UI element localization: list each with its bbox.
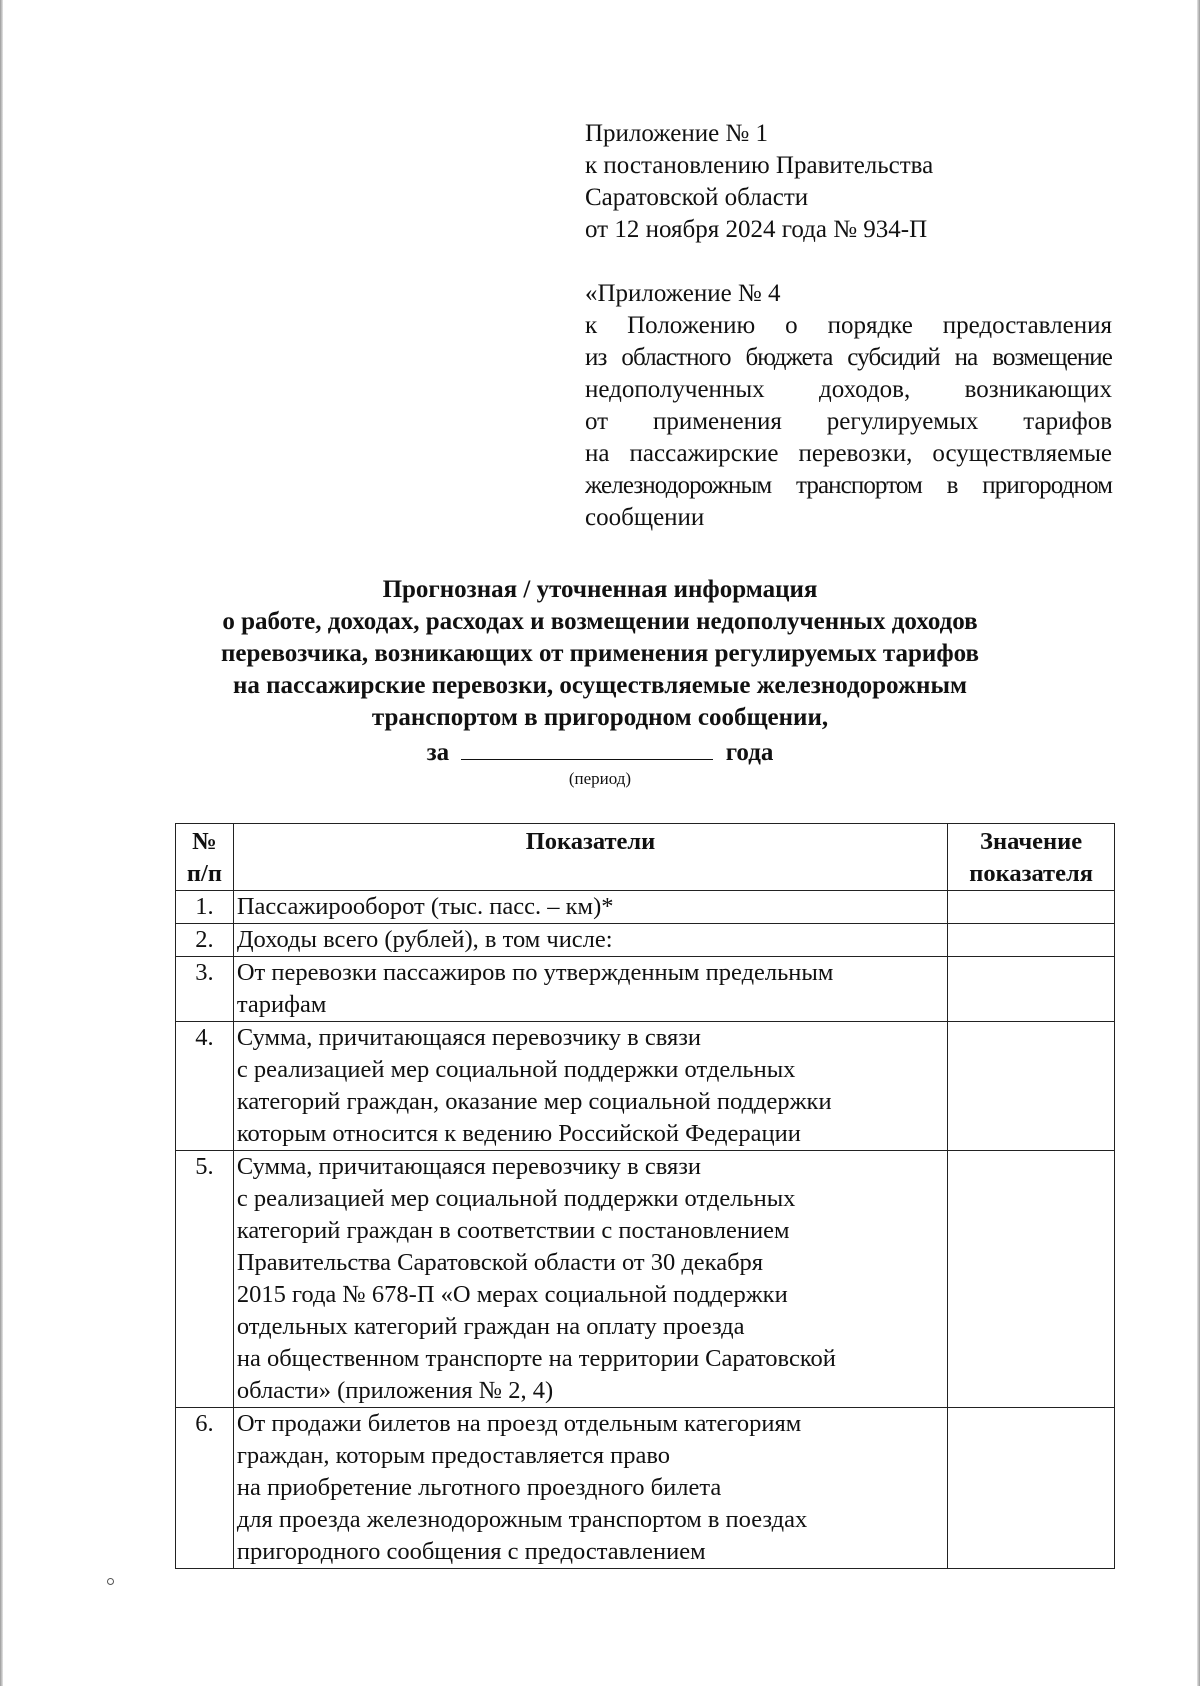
row-indicator-line: граждан, которым предоставляется право (236, 1442, 670, 1469)
title-line: о работе, доходах, расходах и возмещении недополученных доходов (222, 608, 978, 635)
row-indicator (233, 957, 947, 1022)
header-value (948, 824, 1115, 891)
attachment-line: от 12 ноября 2024 года № 934-П (585, 216, 928, 243)
period-caption: (период) (568, 769, 632, 788)
row-number: 3. (176, 957, 234, 1022)
row-indicator (233, 1022, 947, 1151)
header-number-line: № (192, 828, 217, 855)
regulation-attachment-heading: «Приложение № 4 (585, 280, 781, 307)
regulation-attachment (585, 278, 1112, 534)
row-value-cell[interactable] (948, 1408, 1115, 1569)
table-body (176, 891, 1115, 1569)
header-number (176, 824, 234, 891)
table-row (176, 891, 1115, 924)
period-suffix: года (725, 739, 774, 766)
row-number: 6. (176, 1408, 234, 1569)
table-row (176, 1408, 1115, 1569)
period-line (150, 737, 1050, 769)
regulation-attachment-line: из областного бюджета субсидий на возмещение (585, 344, 1112, 371)
row-indicator-line: тарифам (236, 991, 327, 1018)
row-indicator (233, 924, 947, 957)
header-value-line: Значение (980, 828, 1083, 855)
row-number: 4. (176, 1022, 234, 1151)
row-indicator (233, 1151, 947, 1408)
row-indicator-line: Доходы всего (рублей), в том числе: (236, 926, 613, 953)
period-blank-field[interactable] (461, 737, 713, 760)
attachment-line: Приложение № 1 (585, 120, 769, 147)
table-header-row (176, 824, 1115, 891)
indicators-table (175, 823, 1115, 1569)
title-line: Прогнозная / уточненная информация (382, 576, 818, 603)
row-number: 5. (176, 1151, 234, 1408)
regulation-attachment-line: от применения регулируемых тарифов (585, 408, 1112, 435)
table-row (176, 924, 1115, 957)
table-row (176, 1022, 1115, 1151)
regulation-attachment-line: к Положению о порядке предоставления (585, 312, 1112, 339)
row-indicator-line: Правительства Саратовской области от 30 декабря (236, 1249, 764, 1276)
row-indicator-line: области» (приложения № 2, 4) (236, 1377, 554, 1404)
attachment-line: Саратовской области (585, 184, 809, 211)
row-indicator-line: на приобретение льготного проездного билета (236, 1474, 722, 1501)
regulation-attachment-line: на пассажирские перевозки, осуществляемые (585, 440, 1112, 467)
header-number-line: п/п (186, 860, 222, 887)
row-number: 1. (176, 891, 234, 924)
row-indicator-line: для проезда железнодорожным транспортом в поездах (236, 1506, 808, 1533)
row-indicator-line: с реализацией мер социальной поддержки отдельных (236, 1185, 796, 1212)
row-indicator-line: категорий граждан в соответствии с постановлением (236, 1217, 790, 1244)
row-indicator (233, 891, 947, 924)
regulation-attachment-line: недополученных доходов, возникающих (585, 376, 1112, 403)
row-number: 2. (176, 924, 234, 957)
row-indicator-line: пригородного сообщения с предоставлением (236, 1538, 706, 1565)
row-indicator-line: От продажи билетов на проезд отдельным категориям (236, 1410, 802, 1437)
row-indicator-line: Сумма, причитающаяся перевозчику в связи (236, 1024, 702, 1051)
title-line: на пассажирские перевозки, осуществляемые железнодорожным (232, 672, 968, 699)
title-line: перевозчика, возникающих от применения регулируемых тарифов (220, 640, 980, 667)
table-row (176, 1151, 1115, 1408)
row-indicator-line: отдельных категорий граждан на оплату проезда (236, 1313, 745, 1340)
title-line: транспортом в пригородном сообщении, (371, 704, 829, 731)
row-indicator-line: Пассажирооборот (тыс. пасс. – км)* (236, 893, 614, 920)
row-indicator-line: Сумма, причитающаяся перевозчику в связи (236, 1153, 702, 1180)
regulation-attachment-line: сообщении (585, 504, 705, 531)
attachment-line: к постановлению Правительства (585, 152, 934, 179)
table-row (176, 957, 1115, 1022)
row-indicator-line: 2015 года № 678-П «О мерах социальной поддержки (236, 1281, 788, 1308)
row-value-cell[interactable] (948, 1022, 1115, 1151)
row-indicator-line: От перевозки пассажиров по утвержденным предельным (236, 959, 834, 986)
row-indicator-line: на общественном транспорте на территории Саратовской (236, 1345, 836, 1372)
header-value-line: показателя (969, 860, 1093, 887)
row-value-cell[interactable] (948, 924, 1115, 957)
row-value-cell[interactable] (948, 957, 1115, 1022)
period-prefix: за (426, 739, 450, 766)
row-value-cell[interactable] (948, 891, 1115, 924)
attachment-header (585, 118, 1115, 246)
document-title (150, 574, 1050, 734)
header-indicator: Показатели (233, 824, 947, 891)
row-indicator-line: которым относится к ведению Российской Федерации (236, 1120, 801, 1147)
row-indicator (233, 1408, 947, 1569)
regulation-attachment-line: железнодорожным транспортом в пригородном (585, 472, 1112, 499)
scan-left-edge (0, 0, 3, 1686)
row-indicator-line: с реализацией мер социальной поддержки отдельных (236, 1056, 796, 1083)
scan-artifact-dot (107, 1578, 114, 1585)
row-indicator-line: категорий граждан, оказание мер социальной поддержки (236, 1088, 832, 1115)
row-value-cell[interactable] (948, 1151, 1115, 1408)
